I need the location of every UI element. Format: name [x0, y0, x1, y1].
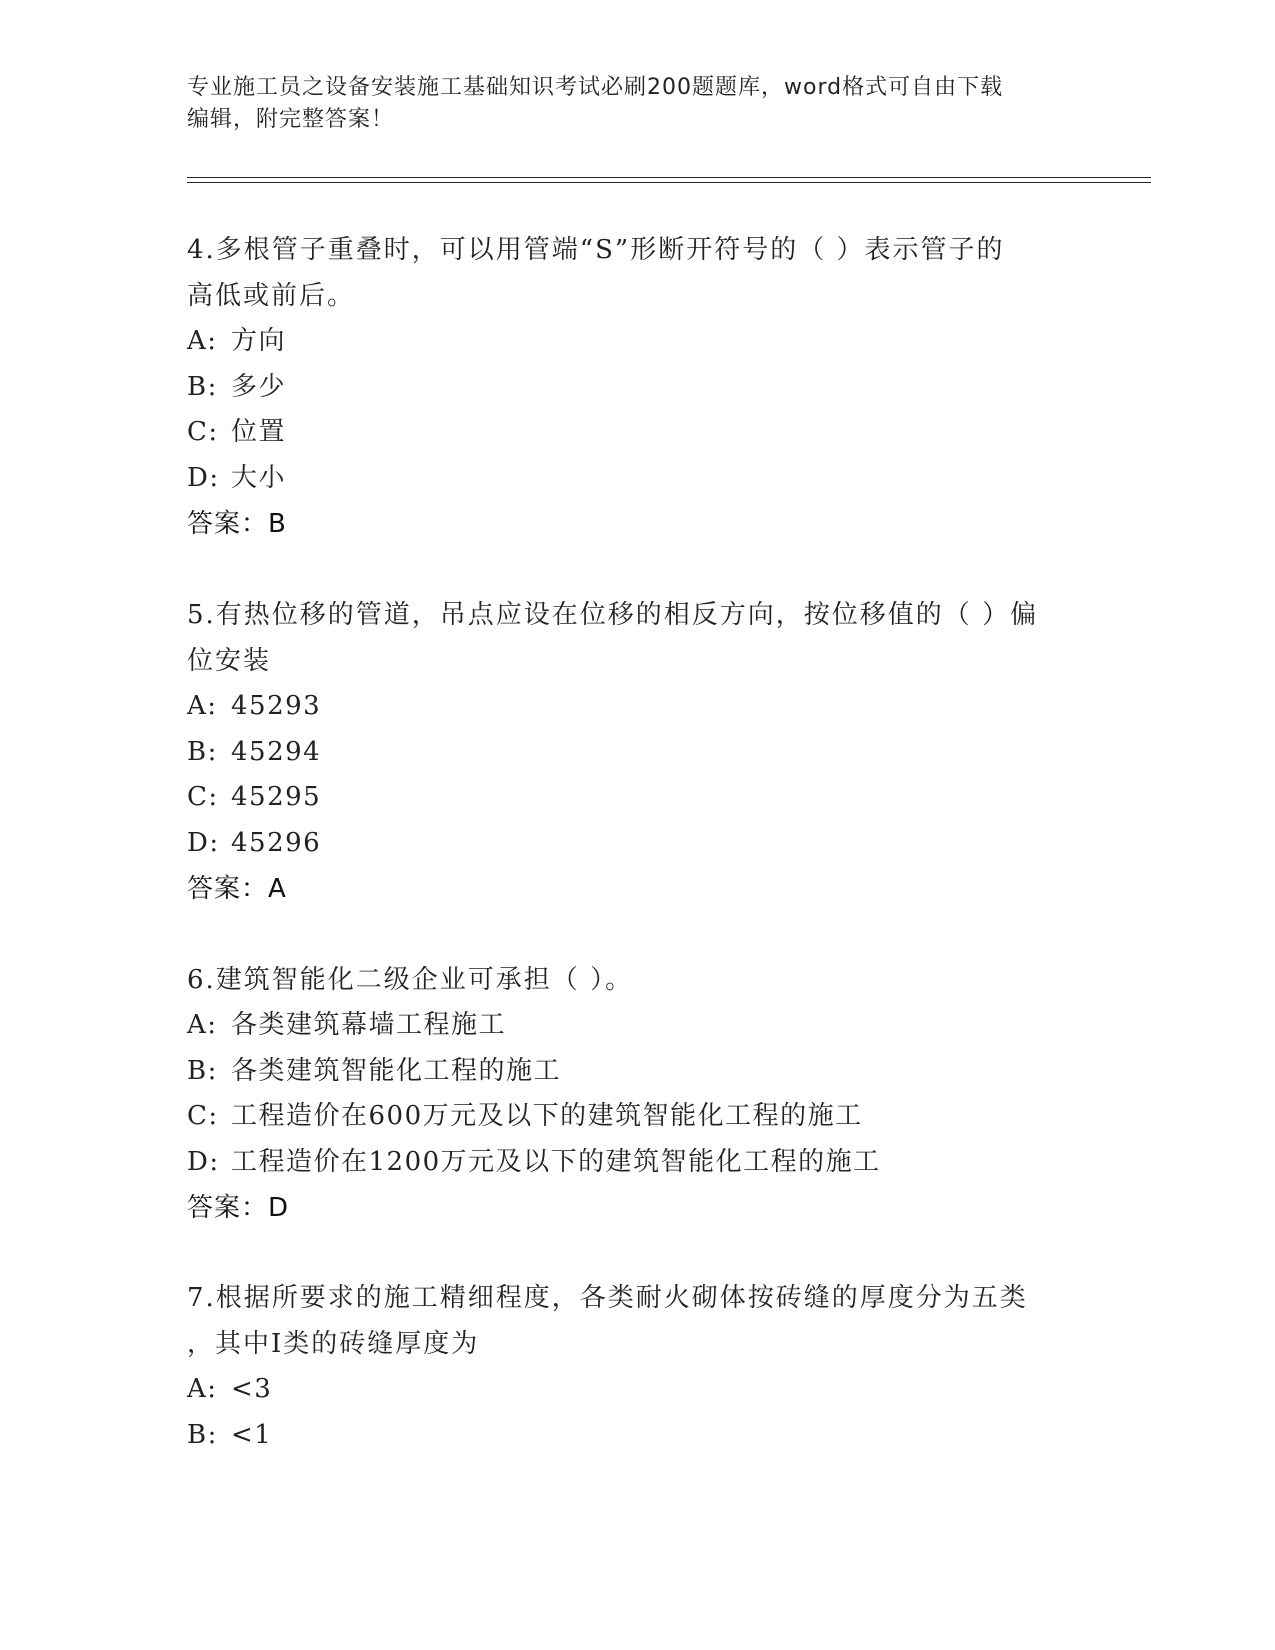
option-b [187, 1413, 1087, 1459]
option-text: 各类建筑幕墙工程施工 [231, 1010, 507, 1040]
option-b [187, 365, 1087, 411]
option-text: 工程造价在1200万元及以下的建筑智能化工程的施工 [231, 1146, 881, 1177]
option-a [187, 1367, 1087, 1413]
option-d [187, 1140, 1087, 1186]
answer-label: 答案：A [187, 874, 287, 904]
option-text: 45293 [231, 691, 322, 721]
option-text: <3 [231, 1374, 273, 1404]
option-key: C: [187, 417, 219, 447]
option-key: D: [187, 1146, 220, 1177]
option-key: C: [187, 1101, 219, 1131]
option-key: B: [187, 1055, 218, 1086]
option-b [187, 1049, 1087, 1095]
option-key: D: [187, 462, 220, 493]
header-divider-top [187, 177, 1151, 178]
option-c [187, 410, 1087, 456]
option-text: 45296 [231, 827, 322, 858]
answer-label: 答案：D [187, 1193, 290, 1223]
option-key: B: [187, 1419, 218, 1450]
document-header [187, 72, 1087, 136]
question-7 [187, 1275, 1087, 1458]
question-4 [187, 227, 1087, 547]
answer-label: 答案：B [187, 509, 287, 539]
question-text-line: 5.有热位移的管道，吊点应设在位移的相反方向，按位移值的（ ）偏 [187, 600, 1039, 630]
option-key: D: [187, 827, 220, 858]
header-line-2: 编辑，附完整答案！ [187, 107, 395, 132]
question-text-line: ，其中I类的砖缝厚度为 [187, 1329, 480, 1359]
option-a [187, 1003, 1087, 1049]
option-text: 大小 [231, 462, 287, 493]
option-a [187, 319, 1087, 365]
option-d [187, 456, 1087, 502]
header-divider-bottom [187, 182, 1151, 183]
question-text-line: 位安装 [187, 646, 272, 676]
option-text: 工程造价在600万元及以下的建筑智能化工程的施工 [231, 1101, 863, 1131]
question-text-line: 4.多根管子重叠时，可以用管端“S”形断开符号的（ ）表示管子的 [187, 235, 1005, 265]
option-key: B: [187, 736, 218, 767]
option-key: A: [187, 326, 218, 356]
option-key: B: [187, 371, 218, 402]
option-text: 方向 [231, 326, 287, 356]
option-key: A: [187, 1010, 218, 1040]
question-5 [187, 592, 1087, 912]
option-text: 位置 [231, 417, 287, 447]
option-text: 多少 [231, 371, 287, 402]
option-key: A: [187, 1374, 218, 1404]
option-c [187, 775, 1087, 821]
option-key: C: [187, 782, 219, 812]
option-text: 45294 [231, 736, 322, 767]
option-d [187, 821, 1087, 867]
option-key: A: [187, 691, 218, 721]
option-a [187, 684, 1087, 730]
header-line-1: 专业施工员之设备安装施工基础知识考试必刷200题题库，word格式可自由下载 [187, 75, 1004, 100]
option-c [187, 1094, 1087, 1140]
option-text: <1 [231, 1419, 273, 1450]
question-text-line: 6.建筑智能化二级企业可承担（ ）。 [187, 965, 634, 995]
question-6 [187, 957, 1087, 1231]
option-b [187, 730, 1087, 776]
question-text-line: 高低或前后。 [187, 281, 356, 311]
option-text: 各类建筑智能化工程的施工 [231, 1055, 562, 1086]
question-text-line: 7.根据所要求的施工精细程度，各类耐火砌体按砖缝的厚度分为五类 [187, 1283, 1028, 1313]
option-text: 45295 [231, 782, 322, 812]
